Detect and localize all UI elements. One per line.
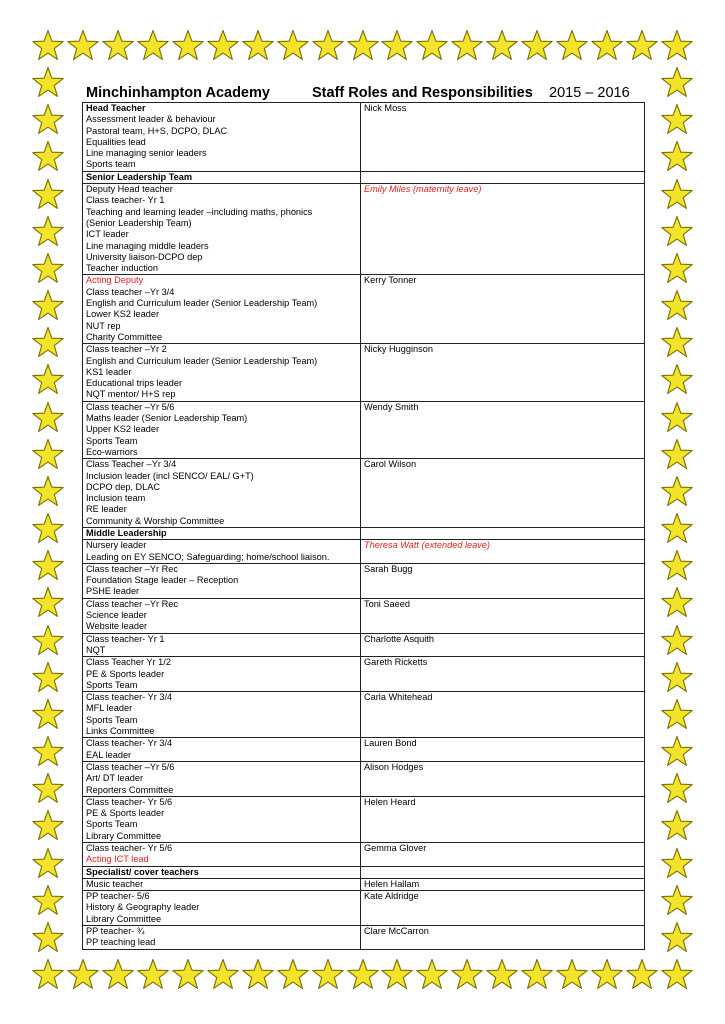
star-icon: [241, 29, 275, 63]
role-line: Class teacher- Yr 3/4: [86, 738, 173, 749]
role-cell: [83, 540, 361, 564]
role-line: Music teacher: [86, 878, 144, 889]
role-cell: [83, 184, 361, 275]
star-icon: [31, 661, 65, 695]
star-icon: [590, 29, 624, 63]
table-row: [83, 344, 645, 401]
star-icon: [31, 215, 65, 249]
staff-name-cell: [361, 459, 645, 528]
staff-name-cell: [361, 633, 645, 657]
star-icon: [450, 958, 484, 992]
star-icon: [31, 438, 65, 472]
star-icon: [31, 326, 65, 360]
role-line: Website leader: [86, 621, 148, 632]
role-cell: [83, 275, 361, 344]
role-line: Sports Team: [86, 819, 138, 830]
table-row: [83, 598, 645, 633]
staff-name: Alison Hodges: [364, 761, 424, 772]
role-cell: [83, 926, 361, 950]
role-cell: [83, 738, 361, 762]
role-cell: [83, 843, 361, 867]
role-line: Acting ICT lead: [86, 854, 149, 865]
star-icon: [660, 215, 694, 249]
star-icon: [346, 958, 380, 992]
role-line: Science leader: [86, 610, 147, 621]
table-row: [83, 738, 645, 762]
star-icon: [660, 661, 694, 695]
role-line: Library Committee: [86, 830, 162, 841]
section-label: Senior Leadership Team: [83, 171, 361, 183]
role-line: Maths leader (Senior Leadership Team): [86, 413, 248, 424]
staff-name-cell: [361, 738, 645, 762]
role-line: PSHE leader: [86, 586, 140, 597]
staff-name: Carla Whitehead: [364, 692, 433, 703]
star-icon: [660, 921, 694, 955]
star-icon: [380, 958, 414, 992]
role-line: Class teacher –Yr 3/4: [86, 286, 175, 297]
table-row: [83, 275, 645, 344]
role-line: English and Curriculum leader (Senior Leadership Team): [86, 298, 318, 309]
star-icon: [31, 698, 65, 732]
role-cell: [83, 761, 361, 796]
role-line: Class teacher- Yr 1: [86, 195, 165, 206]
star-icon: [380, 29, 414, 63]
role-line: PP teacher- ¾: [86, 926, 145, 937]
role-cell: [83, 891, 361, 926]
staff-name-cell: [361, 796, 645, 842]
staff-roles-document: [82, 82, 645, 950]
role-line: NQT mentor/ H+S rep: [86, 389, 176, 400]
staff-name: Nick Moss: [364, 103, 407, 113]
star-icon: [31, 363, 65, 397]
star-icon: [660, 735, 694, 769]
role-line: Art/ DT leader: [86, 773, 144, 784]
role-line: EAL leader: [86, 749, 132, 760]
role-line: Class teacher- Yr 5/6: [86, 843, 173, 853]
role-line: Links Committee: [86, 726, 155, 737]
role-line: Head Teacher: [86, 103, 146, 113]
role-line: Community & Worship Committee: [86, 515, 225, 526]
star-icon: [31, 178, 65, 212]
role-line: Line managing middle leaders: [86, 240, 209, 251]
role-line: Class teacher –Yr 5/6: [86, 761, 175, 772]
star-icon: [31, 809, 65, 843]
role-line: Library Committee: [86, 913, 162, 924]
section-header-row: [83, 866, 645, 878]
table-row: [83, 459, 645, 528]
star-icon: [590, 958, 624, 992]
table-row: [83, 633, 645, 657]
star-icon: [31, 140, 65, 174]
table-row: [83, 692, 645, 738]
star-icon: [485, 29, 519, 63]
star-icon: [206, 958, 240, 992]
star-icon: [241, 958, 275, 992]
star-icon: [660, 772, 694, 806]
star-icon: [66, 958, 100, 992]
role-cell: [83, 796, 361, 842]
staff-name: Lauren Bond: [364, 738, 417, 749]
role-line: English and Curriculum leader (Senior Leadership Team): [86, 355, 318, 366]
star-icon: [660, 624, 694, 658]
role-line: Lower KS2 leader: [86, 309, 160, 320]
role-line: Class teacher- Yr 5/6: [86, 796, 173, 807]
staff-name-cell: [361, 598, 645, 633]
star-icon: [136, 29, 170, 63]
star-icon: [31, 549, 65, 583]
role-cell: [83, 692, 361, 738]
star-icon: [136, 958, 170, 992]
role-line: Teacher induction: [86, 263, 159, 274]
role-line: Class teacher –Yr Rec: [86, 563, 178, 574]
star-icon: [660, 29, 694, 63]
star-icon: [660, 66, 694, 100]
role-cell: [83, 103, 361, 172]
document-heading: Staff Roles and Responsibilities: [312, 85, 533, 101]
star-icon: [101, 29, 135, 63]
table-row: [83, 796, 645, 842]
staff-name-cell: [361, 657, 645, 692]
star-icon: [276, 958, 310, 992]
star-icon: [660, 103, 694, 137]
star-icon: [66, 29, 100, 63]
star-icon: [31, 586, 65, 620]
role-line: History & Geography leader: [86, 902, 200, 913]
staff-name: Sarah Bugg: [364, 563, 413, 574]
role-line: Class Teacher Yr 1/2: [86, 657, 171, 668]
staff-name: Clare McCarron: [364, 926, 429, 937]
star-icon: [31, 103, 65, 137]
section-header-row: [83, 171, 645, 183]
role-line: Educational trips leader: [86, 378, 183, 389]
role-line: Class teacher- Yr 1: [86, 633, 165, 644]
star-icon: [206, 29, 240, 63]
star-icon: [485, 958, 519, 992]
star-icon: [276, 29, 310, 63]
table-row: [83, 926, 645, 950]
role-line: Class teacher –Yr Rec: [86, 598, 178, 609]
star-icon: [31, 66, 65, 100]
star-icon: [31, 847, 65, 881]
role-line: MFL leader: [86, 703, 133, 714]
role-line: Nursery leader: [86, 540, 147, 551]
star-icon: [660, 252, 694, 286]
role-line: NQT: [86, 644, 106, 655]
table-row: [83, 184, 645, 275]
staff-name-cell: [361, 891, 645, 926]
staff-name-cell: [361, 103, 645, 172]
staff-name-cell: [361, 275, 645, 344]
role-line: (Senior Leadership Team): [86, 217, 192, 228]
table-row: [83, 401, 645, 458]
star-icon: [520, 29, 554, 63]
role-cell: [83, 459, 361, 528]
staff-name: Toni Saeed: [364, 598, 410, 609]
staff-name: Helen Hallam: [364, 878, 420, 889]
role-line: DCPO dep, DLAC: [86, 481, 161, 492]
staff-roles-table: [82, 102, 645, 950]
role-line: Upper KS2 leader: [86, 424, 160, 435]
star-icon: [171, 958, 205, 992]
star-icon: [660, 475, 694, 509]
role-line: PE & Sports leader: [86, 668, 165, 679]
role-cell: [83, 563, 361, 598]
star-icon: [450, 29, 484, 63]
document-title: [82, 82, 645, 102]
staff-name-cell: [361, 563, 645, 598]
section-empty-cell: [361, 171, 645, 183]
role-line: Class Teacher –Yr 3/4: [86, 459, 177, 470]
role-cell: [83, 344, 361, 401]
star-icon: [171, 29, 205, 63]
star-icon: [660, 363, 694, 397]
staff-name-cell: [361, 540, 645, 564]
role-line: University liaison-DCPO dep: [86, 251, 203, 262]
star-icon: [311, 958, 345, 992]
role-line: Class teacher- Yr 3/4: [86, 692, 173, 703]
role-line: Line managing senior leaders: [86, 148, 207, 159]
star-icon: [660, 401, 694, 435]
role-line: Sports Team: [86, 679, 138, 690]
table-row: [83, 843, 645, 867]
staff-name: Helen Heard: [364, 796, 416, 807]
star-icon: [660, 809, 694, 843]
section-empty-cell: [361, 527, 645, 539]
role-line: KS1 leader: [86, 366, 132, 377]
star-icon: [625, 29, 659, 63]
role-line: Eco-warriors: [86, 446, 138, 457]
table-row: [83, 657, 645, 692]
table-row: [83, 103, 645, 172]
role-line: Assessment leader & behaviour: [86, 114, 216, 125]
staff-name: Kerry Tonner: [364, 275, 417, 286]
table-row: [83, 878, 645, 890]
staff-name: Gareth Ricketts: [364, 657, 428, 668]
staff-name-cell: [361, 344, 645, 401]
table-row: [83, 540, 645, 564]
star-icon: [660, 438, 694, 472]
staff-name: Gemma Glover: [364, 843, 427, 853]
role-line: ICT leader: [86, 229, 129, 240]
table-row: [83, 761, 645, 796]
role-line: Pastoral team, H+S, DCPO, DLAC: [86, 125, 228, 136]
role-line: Foundation Stage leader – Reception: [86, 575, 239, 586]
staff-name-cell: [361, 878, 645, 890]
staff-name-cell: [361, 692, 645, 738]
role-cell: [83, 598, 361, 633]
staff-name: Nicky Hugginson: [364, 344, 433, 355]
star-icon: [101, 958, 135, 992]
role-line: PE & Sports leader: [86, 808, 165, 819]
role-line: PP teaching lead: [86, 937, 156, 948]
staff-name-cell: [361, 926, 645, 950]
role-line: Class teacher –Yr 5/6: [86, 401, 175, 412]
star-icon: [555, 958, 589, 992]
role-line: Equalities lead: [86, 136, 146, 147]
role-line: PP teacher- 5/6: [86, 891, 150, 902]
section-label: Specialist/ cover teachers: [83, 866, 361, 878]
school-name: Minchinhampton Academy: [86, 85, 270, 101]
star-icon: [555, 29, 589, 63]
star-icon: [346, 29, 380, 63]
star-icon: [660, 140, 694, 174]
star-icon: [31, 512, 65, 546]
role-line: Reporters Committee: [86, 784, 174, 795]
role-line: Deputy Head teacher: [86, 184, 173, 195]
staff-name-cell: [361, 184, 645, 275]
role-line: Sports team: [86, 159, 136, 170]
star-icon: [660, 958, 694, 992]
star-icon: [415, 958, 449, 992]
star-icon: [660, 586, 694, 620]
role-line: Sports Team: [86, 714, 138, 725]
star-icon: [660, 847, 694, 881]
academic-year: 2015 – 2016: [549, 85, 630, 101]
staff-name: Emily Miles (maternity leave): [364, 184, 482, 195]
star-icon: [660, 178, 694, 212]
table-row: [83, 563, 645, 598]
star-icon: [31, 252, 65, 286]
star-icon: [625, 958, 659, 992]
star-icon: [660, 326, 694, 360]
section-label: Middle Leadership: [83, 527, 361, 539]
star-icon: [31, 735, 65, 769]
star-icon: [31, 884, 65, 918]
role-line: Acting Deputy: [86, 275, 144, 286]
role-line: Inclusion team: [86, 493, 146, 504]
staff-name-cell: [361, 761, 645, 796]
section-empty-cell: [361, 866, 645, 878]
table-row: [83, 891, 645, 926]
role-cell: [83, 657, 361, 692]
star-icon: [660, 698, 694, 732]
star-icon: [31, 401, 65, 435]
role-line: RE leader: [86, 504, 127, 515]
star-icon: [660, 512, 694, 546]
role-line: Class teacher –Yr 2: [86, 344, 167, 355]
star-icon: [311, 29, 345, 63]
role-line: Leading on EY SENCO; Safeguarding; home/school liaison.: [86, 551, 330, 562]
staff-name-cell: [361, 843, 645, 867]
role-cell: [83, 401, 361, 458]
section-header-row: [83, 527, 645, 539]
star-icon: [415, 29, 449, 63]
role-line: NUT rep: [86, 320, 121, 331]
role-line: Inclusion leader (incl SENCO/ EAL/ G+T): [86, 470, 254, 481]
star-icon: [31, 921, 65, 955]
star-icon: [31, 772, 65, 806]
star-icon: [660, 884, 694, 918]
staff-name: Theresa Watt (extended leave): [364, 540, 490, 551]
star-icon: [660, 289, 694, 323]
role-cell: [83, 878, 361, 890]
staff-name: Charlotte Asquith: [364, 633, 434, 644]
staff-name-cell: [361, 401, 645, 458]
star-icon: [31, 958, 65, 992]
star-icon: [660, 549, 694, 583]
role-cell: [83, 633, 361, 657]
staff-name: Kate Aldridge: [364, 891, 419, 902]
role-line: Sports Team: [86, 435, 138, 446]
staff-name: Wendy Smith: [364, 401, 419, 412]
role-line: Teaching and learning leader –including maths, phonics: [86, 206, 313, 217]
star-icon: [31, 475, 65, 509]
role-line: Charity Committee: [86, 331, 163, 342]
star-icon: [31, 624, 65, 658]
star-icon: [31, 289, 65, 323]
star-icon: [31, 29, 65, 63]
star-icon: [520, 958, 554, 992]
staff-name: Carol Wilson: [364, 459, 417, 470]
